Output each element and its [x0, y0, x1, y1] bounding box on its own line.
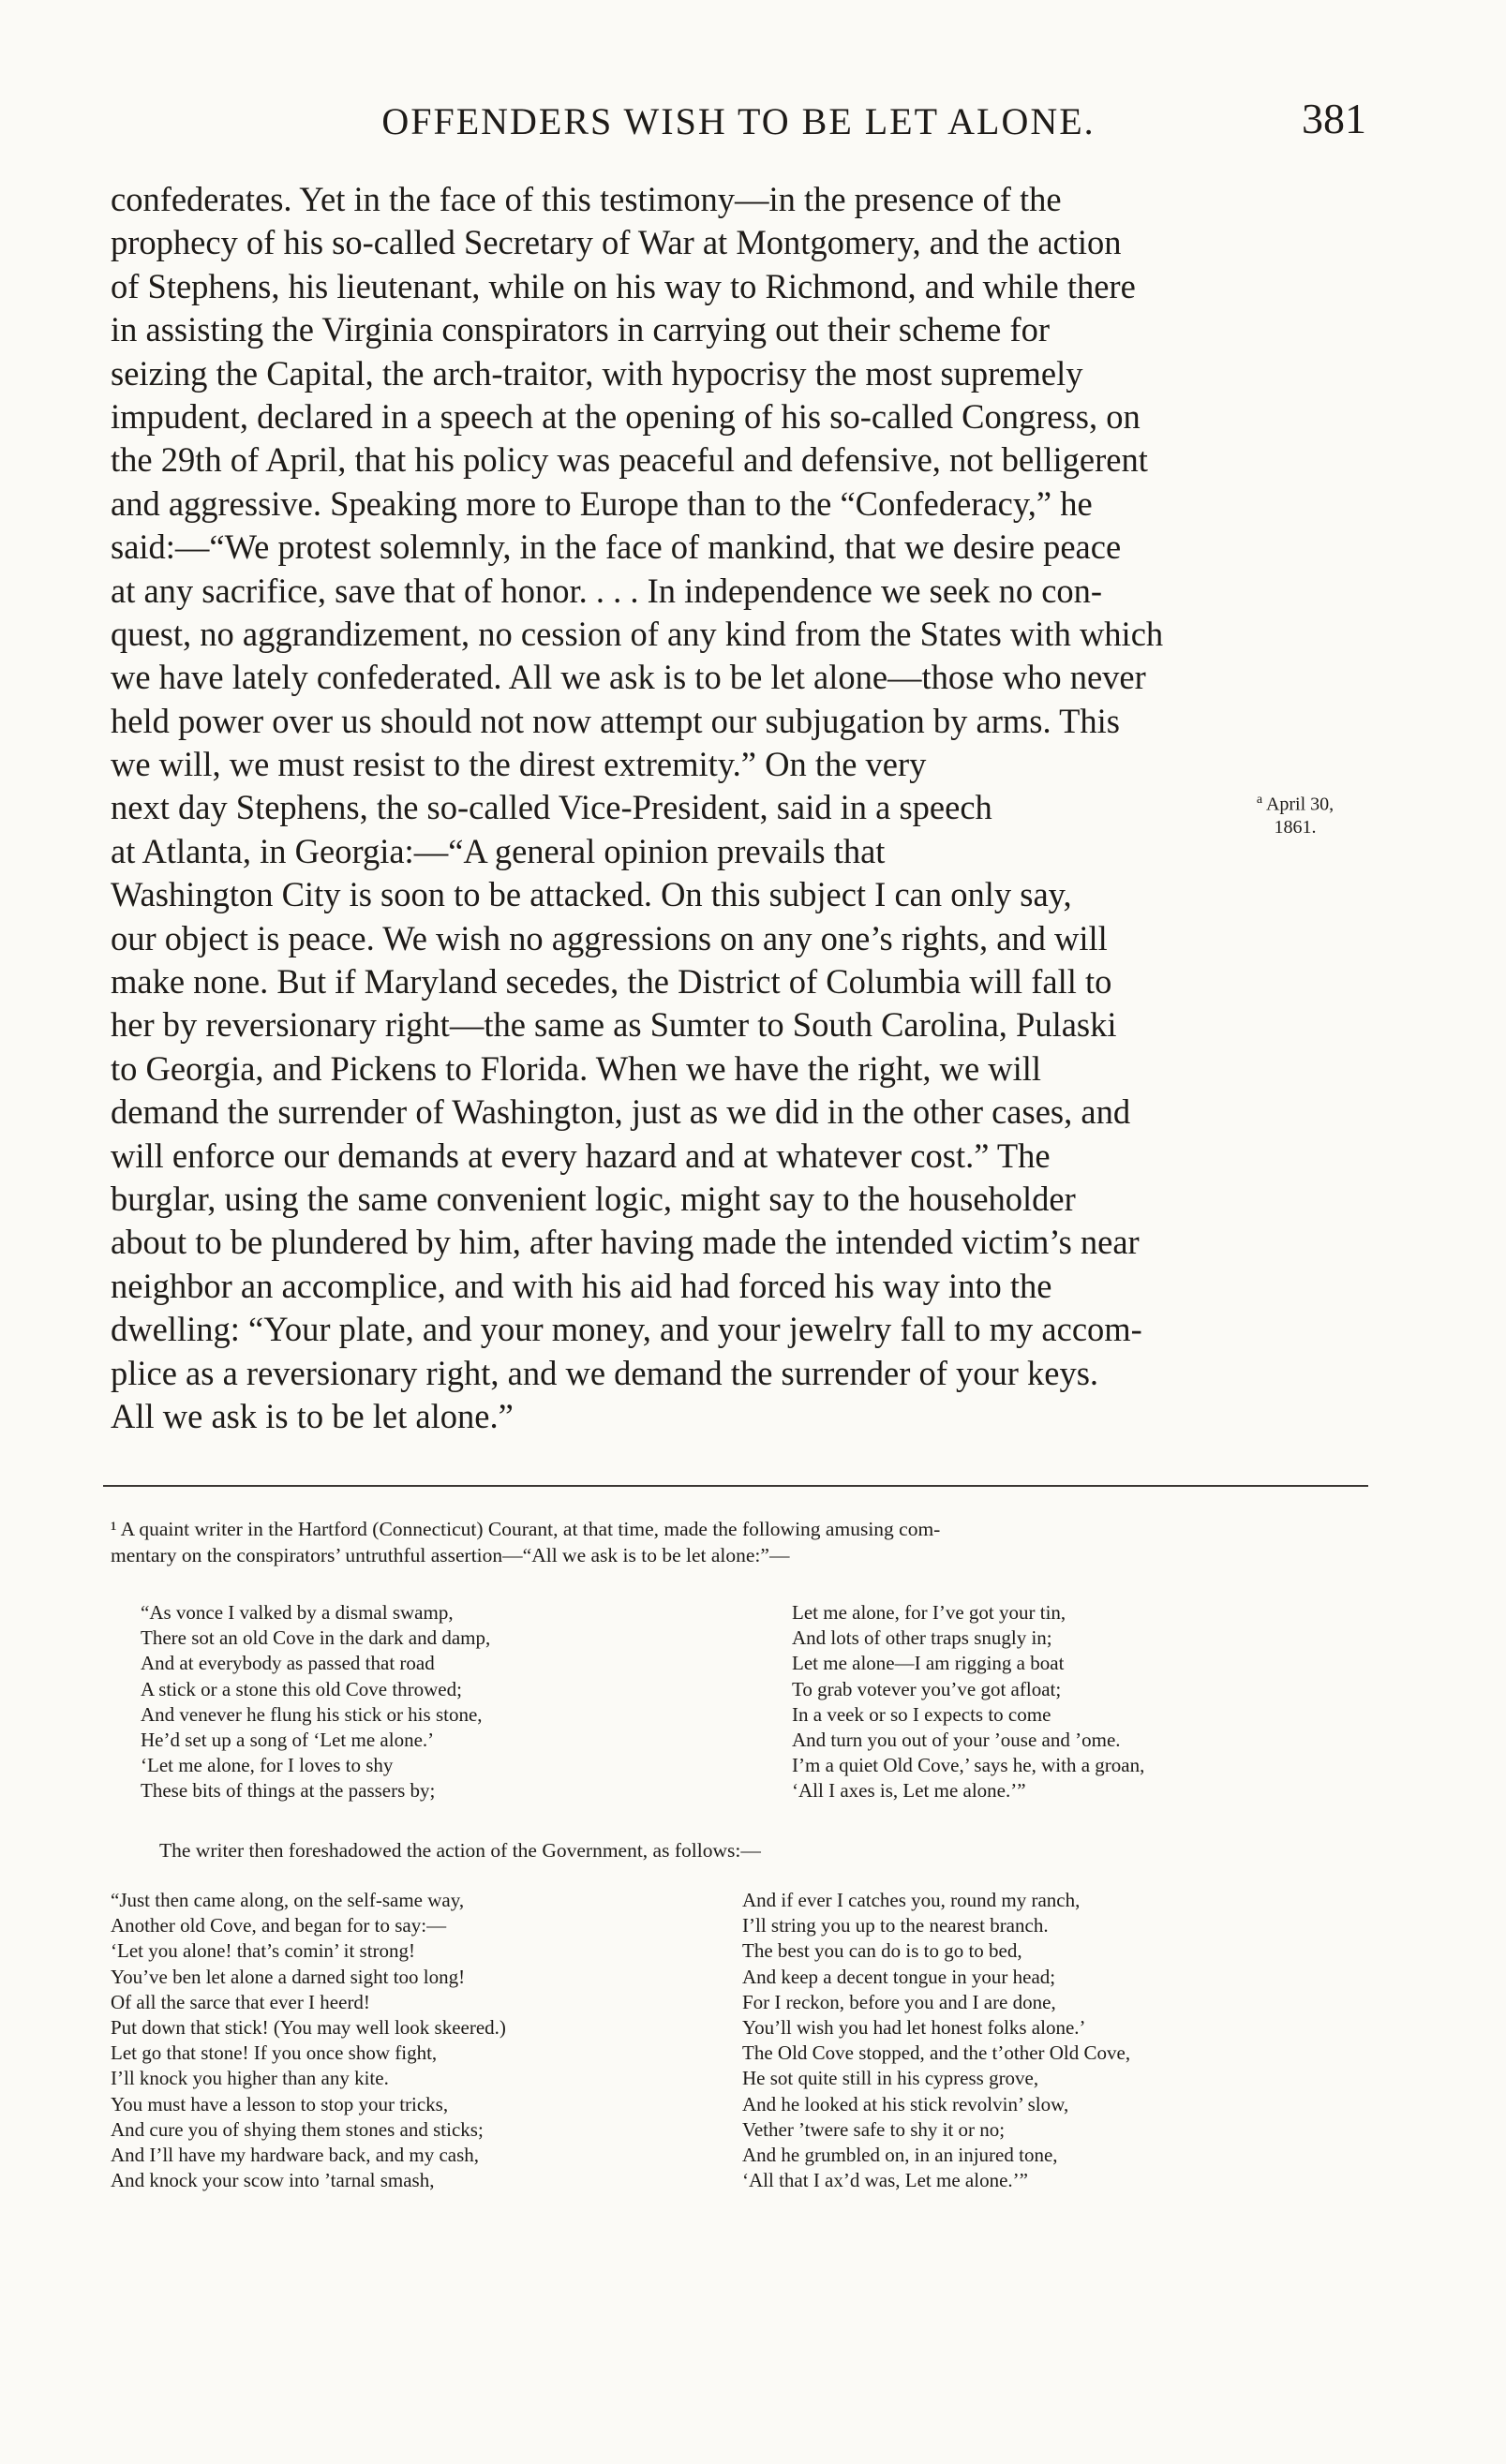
- poem-line: He’d set up a song of ‘Let me alone.’: [141, 1729, 435, 1752]
- body-line: her by reversionary right—the same as Sumter to South Carolina, Pulaski: [111, 1005, 1117, 1045]
- sidenote-year: 1861.: [1274, 816, 1317, 838]
- body-line: quest, no aggrandizement, no cession of any kind from the States with which: [111, 614, 1164, 653]
- poem-line: ‘Let you alone! that’s comin’ it strong!: [111, 1939, 416, 1963]
- body-line: about to be plundered by him, after having made the intended victim’s near: [111, 1223, 1140, 1262]
- body-line: neighbor an accomplice, and with his aid had forced his way into the: [111, 1266, 1052, 1305]
- body-line: will enforce our demands at every hazard and at whatever cost.” The: [111, 1136, 1051, 1175]
- poem-line: These bits of things at the passers by;: [141, 1779, 436, 1803]
- body-line: burglar, using the same convenient logic, might say to the householder: [111, 1179, 1076, 1218]
- body-line: dwelling: “Your plate, and your money, and your jewelry fall to my accom-: [111, 1310, 1142, 1349]
- page-number: 381: [1302, 95, 1366, 142]
- poem-stanza-1-right: [792, 1600, 1144, 1804]
- poem-line: “Just then came along, on the self-same way,: [111, 1889, 465, 1911]
- body-line: make none. But if Maryland secedes, the District of Columbia will fall to: [111, 962, 1112, 1002]
- body-line: said:—“We protest solemnly, in the face of mankind, that we desire peace: [111, 527, 1122, 567]
- poem-line: ‘All that I ax’d was, Let me alone.’”: [742, 2169, 1028, 2192]
- poem-line: And lots of other traps snugly in;: [792, 1626, 1052, 1650]
- body-line: we will, we must resist to the direst extremity.” On the very: [111, 745, 927, 784]
- poem-stanza-2-right: [742, 1888, 1130, 2193]
- body-line: of Stephens, his lieutenant, while on his way to Richmond, and while there: [111, 266, 1136, 305]
- poem-line: And he looked at his stick revolvin’ slow,: [742, 2092, 1069, 2115]
- poem-line: The best you can do is to go to bed,: [742, 1939, 1022, 1963]
- poem-stanza-2-left: [111, 1888, 506, 2193]
- poem-line: And turn you out of your ’ouse and ’ome.: [792, 1729, 1121, 1752]
- body-line: at any sacrifice, save that of honor. . . . In independence we seek no con-: [111, 571, 1103, 610]
- body-line: impudent, declared in a speech at the opening of his so-called Congress, on: [111, 396, 1141, 436]
- poem-line: And venever he flung his stick or his stone,: [141, 1702, 483, 1726]
- poem-line: I’m a quiet Old Cove,’ says he, with a groan,: [792, 1754, 1145, 1777]
- poem-line: You’ll wish you had let honest folks alone.’: [742, 2016, 1086, 2040]
- poem-line: Vether ’twere safe to shy it or no;: [742, 2117, 1006, 2141]
- poem-line: And I’ll have my hardware back, and my cash,: [111, 2144, 480, 2167]
- poem-line: I’ll string you up to the nearest branch.: [742, 1914, 1049, 1937]
- poem-line: ‘All I axes is, Let me alone.’”: [792, 1779, 1026, 1803]
- body-line: at Atlanta, in Georgia:—“A general opinion prevails that: [111, 831, 886, 870]
- footnote-divider: [103, 1485, 1368, 1487]
- poem-line: Of all the sarce that ever I heerd!: [111, 1990, 370, 2013]
- body-line: in assisting the Virginia conspirators in carrying out their scheme for: [111, 310, 1051, 349]
- poem-stanza-1-left: [141, 1600, 490, 1804]
- body-line: plice as a reversionary right, and we demand the surrender of your keys.: [111, 1353, 1099, 1392]
- body-line: our object is peace. We wish no aggressions on any one’s rights, and will: [111, 918, 1108, 957]
- footnote: [111, 1516, 1366, 1568]
- poem-line: Let me alone, for I’ve got your tin,: [792, 1601, 1066, 1624]
- running-title: OFFENDERS WISH TO BE LET ALONE.: [381, 100, 1096, 142]
- body-line: held power over us should not now attempt our subjugation by arms. This: [111, 701, 1120, 740]
- poem-line: You must have a lesson to stop your tricks,: [111, 2092, 449, 2115]
- poem-line: There sot an old Cove in the dark and damp,: [141, 1626, 491, 1650]
- body-line: prophecy of his so-called Secretary of War at Montgomery, and the action: [111, 223, 1122, 262]
- body-line: the 29th of April, that his policy was peaceful and defensive, not belligerent: [111, 440, 1148, 480]
- sidenote-date: April 30,: [1265, 794, 1335, 815]
- sidenote-marker: a: [1256, 793, 1263, 807]
- footnote-transition: The writer then foreshadowed the action of the Government, as follows:—: [159, 1839, 761, 1862]
- poem-line: Let go that stone! If you once show fight,: [111, 2041, 438, 2065]
- poem-line: Put down that stick! (You may well look skeered.): [111, 2016, 506, 2040]
- body-text: [111, 178, 1366, 1438]
- poem-line: Another old Cove, and began for to say:—: [111, 1914, 447, 1937]
- body-line: Washington City is soon to be attacked. On this subject I can only say,: [111, 875, 1072, 914]
- body-line: next day Stephens, the so-called Vice-President, said in a speech: [111, 788, 992, 827]
- body-line: to Georgia, and Pickens to Florida. When we have the right, we will: [111, 1048, 1042, 1088]
- poem-line: And he grumbled on, in an injured tone,: [742, 2144, 1058, 2167]
- poem-line: For I reckon, before you and I are done,: [742, 1990, 1056, 2013]
- body-line: seizing the Capital, the arch-traitor, with hypocrisy the most supremely: [111, 353, 1083, 393]
- poem-line: Let me alone—I am rigging a boat: [792, 1652, 1065, 1675]
- poem-line: To grab votever you’ve got afloat;: [792, 1677, 1062, 1700]
- margin-date-note: [1220, 789, 1370, 839]
- body-line: and aggressive. Speaking more to Europe than to the “Confederacy,” he: [111, 483, 1093, 523]
- poem-line: In a veek or so I expects to come: [792, 1702, 1051, 1726]
- poem-line: And at everybody as passed that road: [141, 1652, 435, 1675]
- poem-line: He sot quite still in his cypress grove,: [742, 2067, 1039, 2090]
- poem-line: “As vonce I valked by a dismal swamp,: [141, 1601, 454, 1624]
- poem-line: A stick or a stone this old Cove throwed;: [141, 1677, 462, 1700]
- running-header: [111, 94, 1366, 159]
- body-line: we have lately confederated. All we ask is to be let alone—those who never: [111, 658, 1146, 697]
- poem-line: The Old Cove stopped, and the t’other Old Cove,: [742, 2041, 1131, 2065]
- poem-line: And knock your scow into ’tarnal smash,: [111, 2169, 435, 2192]
- poem-line: I’ll knock you higher than any kite.: [111, 2067, 389, 2090]
- body-line: confederates. Yet in the face of this testimony—in the presence of the: [111, 180, 1062, 218]
- poem-line: ‘Let me alone, for I loves to shy: [141, 1754, 394, 1777]
- body-line: All we ask is to be let alone.”: [111, 1396, 514, 1435]
- poem-line: You’ve ben let alone a darned sight too long!: [111, 1965, 466, 1988]
- poem-line: And if ever I catches you, round my ranch,: [742, 1889, 1081, 1911]
- footnote-line: ¹ A quaint writer in the Hartford (Connecticut) Courant, at that time, made the following amusing com-: [111, 1518, 941, 1540]
- footnote-line: mentary on the conspirators’ untruthful assertion—“All we ask is to be let alone:”—: [111, 1544, 790, 1566]
- poem-line: And keep a decent tongue in your head;: [742, 1965, 1056, 1988]
- poem-line: And cure you of shying them stones and sticks;: [111, 2117, 484, 2141]
- body-line: demand the surrender of Washington, just as we did in the other cases, and: [111, 1092, 1131, 1132]
